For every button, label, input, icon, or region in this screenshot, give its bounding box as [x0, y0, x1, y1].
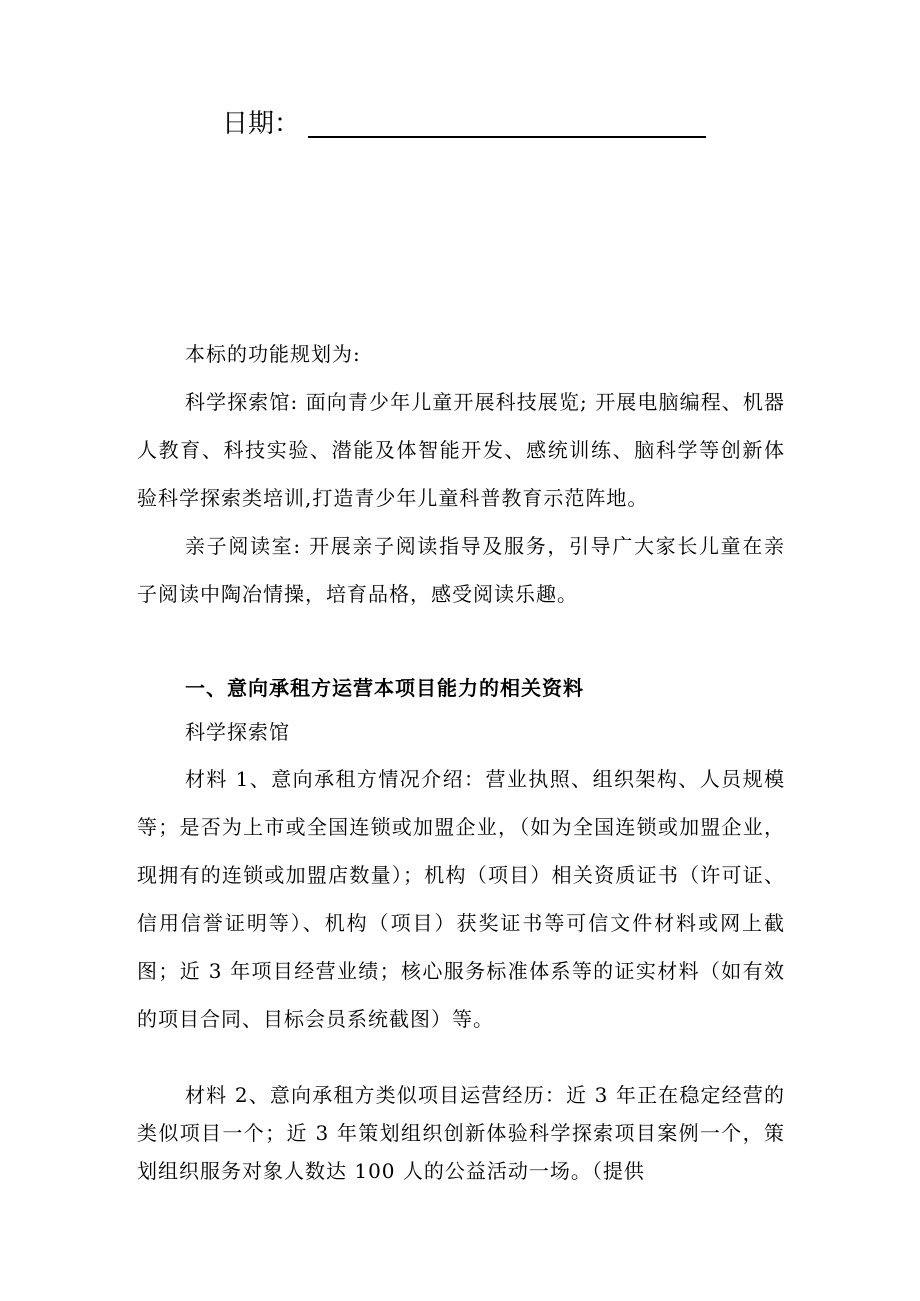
date-label: 日期：: [222, 109, 301, 139]
date-row: [222, 104, 706, 144]
date-blank-line: [308, 104, 706, 138]
intro-paragraph: 本标的功能规划为:: [185, 342, 361, 366]
material-2-paragraph: 材料 2、意向承租方类似项目运营经历：近 3 年正在稳定经营的类似项目一个；近 3 年策划组织创新体验科学探索项目案例一个，策划组织服务对象人数达 100 人的公益活动一场。（提供: [137, 1083, 785, 1183]
section-subheading: 科学探索馆: [185, 720, 290, 744]
material-1-paragraph: 材料 1、意向承租方情况介绍：营业执照、组织架构、人员规模等；是否为上市或全国连锁或加盟企业，（如为全国连锁或加盟企业，现拥有的连锁或加盟店数量）；机构（项目）相关资质证书（许可证、信用信誉证明等）、机构（项目）获奖证书等可信文件材料或网上截图；近 3 年项目经营业绩；核心服务标准体系等的证实材料（如有效的项目合同、目标会员系统截图）等。: [137, 767, 785, 1031]
science-hall-paragraph: 科学探索馆: 面向青少年儿童开展科技展览; 开展电脑编程、机器人教育、科技实验、潜能及体智能开发、感统训练、脑科学等创新体验科学探索类培训,打造青少年儿童科普教育示范阵地。: [137, 390, 785, 510]
reading-room-paragraph: 亲子阅读室: 开展亲子阅读指导及服务，引导广大家长儿童在亲子阅读中陶冶情操，培育品格，感受阅读乐趣。: [137, 534, 785, 606]
section-heading: 一、意向承租方运营本项目能力的相关资料: [185, 676, 584, 700]
